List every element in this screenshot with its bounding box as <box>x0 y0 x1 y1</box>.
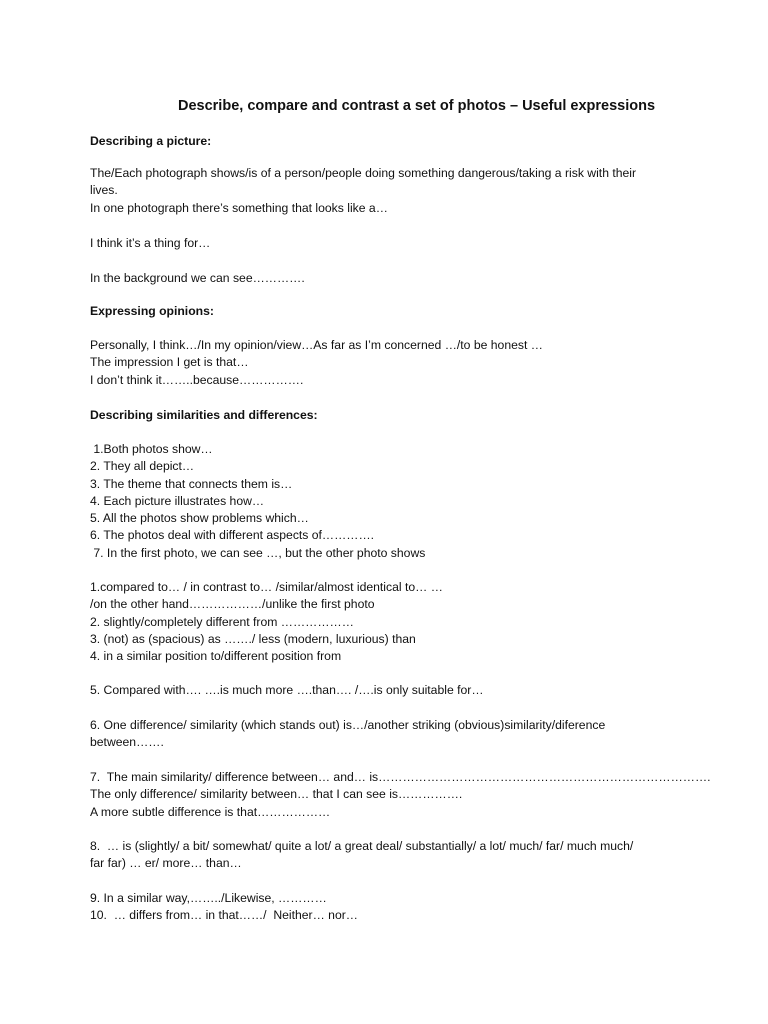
list-item: 4. Each picture illustrates how… <box>90 493 265 508</box>
page-title: Describe, compare and contrast a set of photos – Useful expressions <box>178 98 656 114</box>
expression-6 <box>90 717 605 752</box>
expression-7 <box>90 769 711 821</box>
document-page <box>90 95 711 923</box>
text-line: far far) … er/ more… than… <box>90 856 242 871</box>
text-line: In one photograph there’s something that looks like a… <box>90 200 388 215</box>
list-item: 2. They all depict… <box>90 459 195 474</box>
text-line: The/Each photograph shows/is of a person/people doing something dangerous/taking a risk with their <box>90 166 637 180</box>
section-heading-opinions: Expressing opinions: <box>90 304 214 318</box>
expression-8 <box>90 838 633 873</box>
list-item: 2. slightly/completely different from ……………… <box>90 614 354 629</box>
text-line: Personally, I think…/In my opinion/view…As far as I’m concerned …/to be honest … <box>90 338 543 352</box>
list-item: 5. All the photos show problems which… <box>90 511 309 526</box>
text-line: 7. The main similarity/ difference between… and… is………………………………………………………………………. <box>90 770 711 784</box>
list-item: 3. (not) as (spacious) as ……./ less (modern, luxurious) than <box>90 631 416 646</box>
section-heading-similarities: Describing similarities and differences: <box>90 408 318 422</box>
similarities-list-1 <box>90 441 425 562</box>
text-line: lives. <box>90 183 118 198</box>
section-heading-describing: Describing a picture: <box>90 134 212 148</box>
describing-paragraph-2: I think it’s a thing for… <box>90 236 211 250</box>
text-line: 6. One difference/ similarity (which stands out) is…/another striking (obvious)similarity/diference <box>90 718 606 732</box>
list-item: 1.compared to… / in contrast to… /similar/almost identical to… … <box>90 580 443 594</box>
list-item: 3. The theme that connects them is… <box>90 476 293 491</box>
text-line: 8. … is (slightly/ a bit/ somewhat/ quite a lot/ a great deal/ substantially/ a lot/ much/ far/ much much/ <box>90 839 634 853</box>
text-line: 9. In a similar way,……../Likewise, ………… <box>90 891 327 905</box>
list-item: /on the other hand………………/unlike the first photo <box>90 597 375 612</box>
text-line: The impression I get is that… <box>90 355 249 370</box>
text-line: between……. <box>90 735 164 750</box>
list-item: 7. In the first photo, we can see …, but the other photo shows <box>90 545 426 560</box>
list-item: 4. in a similar position to/different position from <box>90 649 342 664</box>
list-item: 1.Both photos show… <box>90 442 213 456</box>
text-line: A more subtle difference is that……………… <box>90 804 331 819</box>
describing-paragraph-1 <box>90 165 636 217</box>
text-line: 10. … differs from… in that……/ Neither… nor… <box>90 908 358 923</box>
describing-paragraph-3: In the background we can see…………. <box>90 271 305 285</box>
text-line: I don’t think it……..because……………. <box>90 372 304 387</box>
expression-5: 5. Compared with…. ….is much more ….than…. /….is only suitable for… <box>90 683 484 697</box>
similarities-list-2 <box>90 579 443 665</box>
expression-9-10 <box>90 890 358 925</box>
list-item: 6. The photos deal with different aspects of…………. <box>90 528 375 543</box>
text-line: The only difference/ similarity between… that I can see is……………. <box>90 787 463 802</box>
opinions-paragraph <box>90 337 543 389</box>
